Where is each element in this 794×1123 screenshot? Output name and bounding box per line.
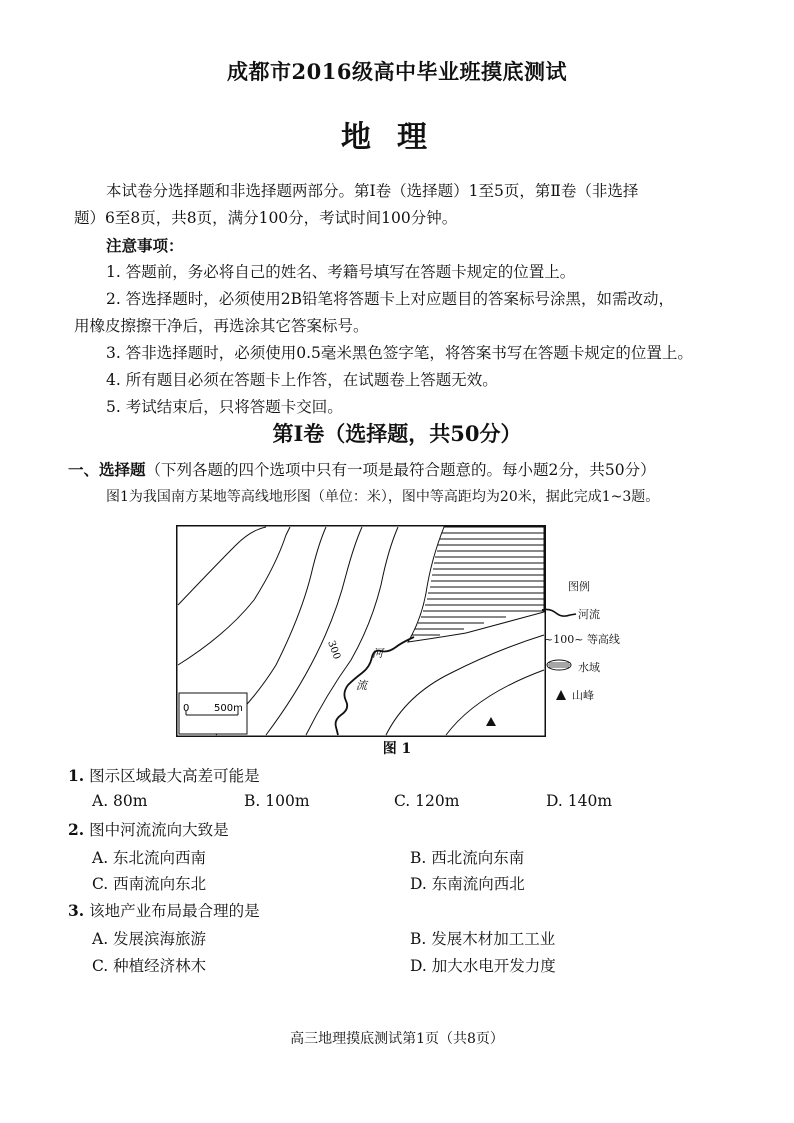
question-number: 1. (68, 766, 85, 785)
legend-river-icon (540, 604, 580, 624)
river-label-1: 河 (372, 647, 383, 660)
q2-option-b: B. 西北流向东南 (410, 849, 525, 867)
legend-peak-label: 山峰 (572, 689, 594, 702)
note-item-2b: 用橡皮擦擦干净后，再选涂其它答案标号。 (74, 317, 369, 335)
q1-option-c: C. 120m (394, 792, 460, 810)
notes-heading: 注意事项： (106, 236, 184, 255)
legend-peak-icon (554, 688, 568, 702)
q2-option-d: D. 东南流向西北 (410, 875, 525, 893)
section-title: 第Ⅰ卷（选择题，共50分） (272, 421, 522, 446)
intro-line-2: 题）6至8页，共8页，满分100分，考试时间100分钟。 (74, 209, 458, 227)
question-text: 该地产业布局最合理的是 (89, 902, 260, 920)
legend-contour-label: 等高线 (586, 633, 620, 646)
contour-map (176, 525, 546, 737)
exam-title: 成都市2016级高中毕业班摸底测试 (227, 59, 567, 84)
question-text: 图中河流流向大致是 (89, 821, 229, 839)
legend-water-icon (545, 657, 575, 673)
scale-value: 500m (214, 703, 243, 714)
scale-zero: 0 (183, 703, 190, 714)
subject-title: 地理 (341, 120, 453, 155)
part-description: （下列各题的四个选项中只有一项是最符合题意的。每小题2分，共50分） (145, 461, 656, 479)
question-text: 图示区域最大高差可能是 (89, 767, 260, 785)
figure-caption: 图 1 (382, 741, 412, 757)
page-footer: 高三地理摸底测试第1页（共8页） (290, 1031, 504, 1047)
q3-option-c: C. 种植经济林木 (92, 957, 207, 975)
question-2 (68, 818, 229, 840)
legend-water-label: 水域 (578, 661, 600, 674)
q1-option-b: B. 100m (244, 792, 310, 810)
legend-river-label: 河流 (578, 608, 600, 621)
question-number: 3. (68, 901, 85, 920)
part-heading (68, 456, 656, 484)
note-item-1: 1. 答题前，务必将自己的姓名、考籍号填写在答题卡规定的位置上。 (106, 263, 576, 281)
river-label-2: 流 (356, 679, 367, 692)
q2-option-c: C. 西南流向东北 (92, 875, 207, 893)
question-1 (68, 764, 260, 786)
question-stem: 图1为我国南方某地等高线地形图（单位：米），图中等高距均为20米，据此完成1~3题。 (106, 489, 660, 505)
q3-option-d: D. 加大水电开发力度 (410, 957, 556, 975)
question-number: 2. (68, 820, 85, 839)
q1-option-d: D. 140m (546, 792, 613, 810)
q2-option-a: A. 东北流向西南 (92, 849, 207, 867)
legend-title: 图例 (568, 580, 590, 593)
note-item-4: 4. 所有题目必须在答题卡上作答，在试题卷上答题无效。 (106, 371, 498, 389)
q3-option-b: B. 发展木材加工工业 (410, 930, 556, 948)
q1-option-a: A. 80m (92, 792, 148, 810)
note-item-5: 5. 考试结束后，只将答题卡交回。 (106, 398, 343, 416)
contour-label: 300 (325, 639, 343, 661)
question-3 (68, 899, 260, 921)
note-item-2a: 2. 答选择题时，必须使用2B铅笔将答题卡上对应题目的答案标号涂黑，如需改动， (106, 290, 674, 308)
legend-contour-sample: ~100~ (544, 633, 587, 646)
part-label: 一、选择题 (68, 460, 146, 479)
q3-option-a: A. 发展滨海旅游 (92, 930, 207, 948)
note-item-3: 3. 答非选择题时，必须使用0.5毫米黑色签字笔，将答案书写在答题卡规定的位置上。 (106, 344, 693, 362)
intro-line-1: 本试卷分选择题和非选择题两部分。第Ⅰ卷（选择题）1至5页，第Ⅱ卷（非选择 (106, 182, 639, 200)
legend-contour (544, 631, 620, 647)
scale-bar (179, 693, 247, 734)
